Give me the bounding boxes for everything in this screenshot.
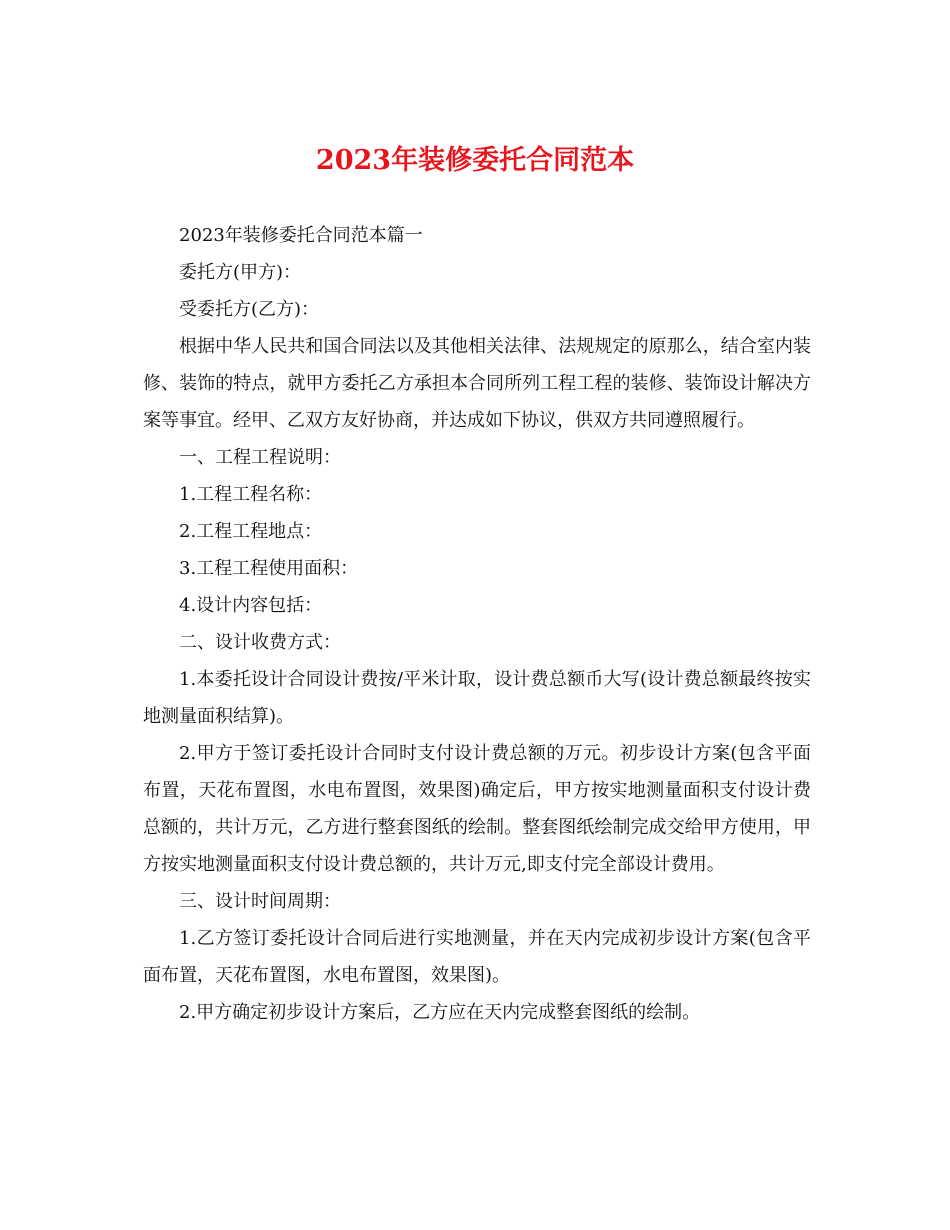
party-b-line: 受委托方(乙方)： [179,299,320,320]
clause-fee-basis: 1.本委托设计合同设计费按/平米计取，设计费总额币大写(设计费总额最终按实地测量面积结算)。 [143,669,811,727]
section-2-heading: 二、设计收费方式： [179,632,341,653]
clause-fee-payment: 2.甲方于签订委托设计合同时支付设计费总额的万元。初步设计方案(包含平面布置，天花布置图，水电布置图，效果图)确定后，甲方按实地测量面积支付设计费总额的，共计万元，乙方进行整套图纸的绘制。整套图纸绘制完成交给甲方使用，甲方按实地测量面积支付设计费总额的，共计万元,即支付完全部设计费用。 [143,743,811,875]
document-title: 2023年装修委托合同范本 [315,145,635,176]
clause-project-area: 3.工程工程使用面积： [179,558,359,579]
clause-full-drawings: 2.甲方确定初步设计方案后，乙方应在天内完成整套图纸的绘制。 [179,1002,701,1023]
party-a-line: 委托方(甲方)： [179,262,302,283]
preamble-paragraph: 根据中华人民共和国合同法以及其他相关法律、法规规定的原那么，结合室内装修、装饰的特点，就甲方委托乙方承担本合同所列工程工程的装修、装饰设计解决方案等事宜。经甲、乙双方友好协商，并达成如下协议，供双方共同遵照履行。 [143,336,811,431]
clause-project-location: 2.工程工程地点： [179,521,323,542]
document-body [143,217,811,1031]
clause-project-name: 1.工程工程名称： [179,484,323,505]
section-heading: 2023年装修委托合同范本篇一 [179,225,423,246]
section-1-heading: 一、工程工程说明： [179,447,341,468]
section-3-heading: 三、设计时间周期： [179,891,341,912]
clause-design-content: 4.设计内容包括： [179,595,323,616]
clause-initial-design: 1.乙方签订委托设计合同后进行实地测量，并在天内完成初步设计方案(包含平面布置，天花布置图，水电布置图，效果图)。 [143,928,811,986]
